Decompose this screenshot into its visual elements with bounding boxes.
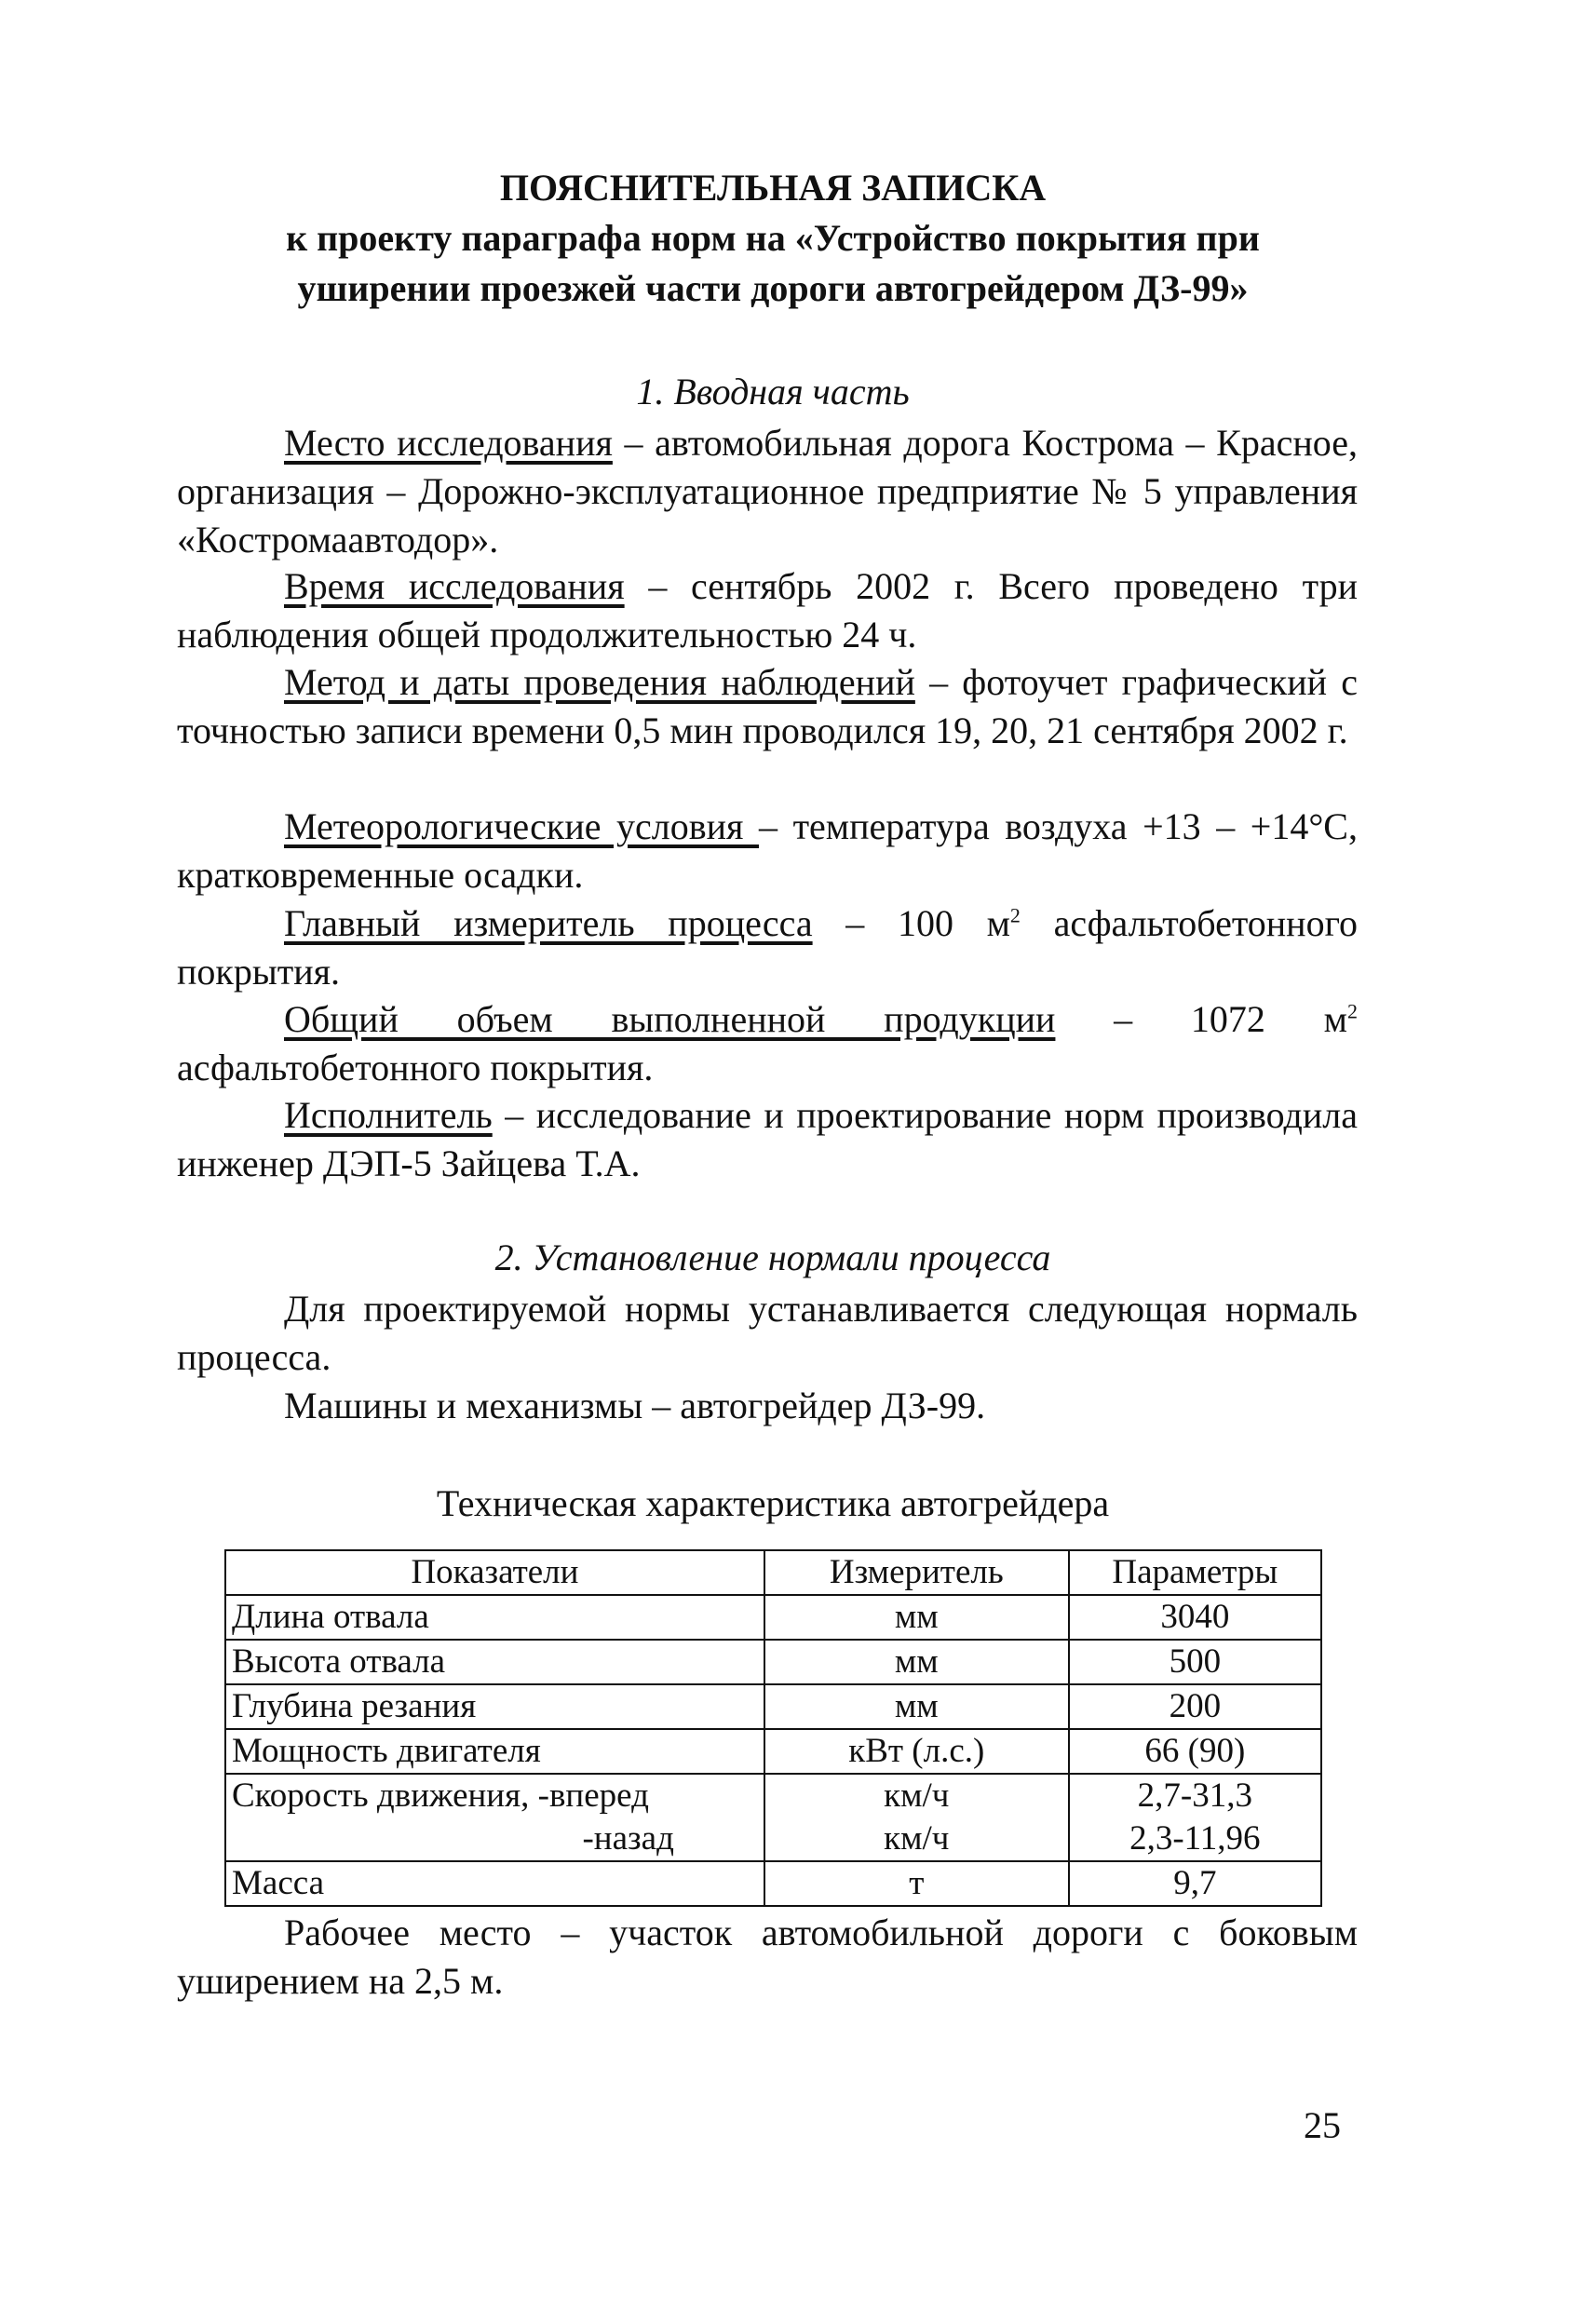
method-label: Метод и даты проведения наблюдений bbox=[284, 661, 915, 703]
page-number: 25 bbox=[1304, 2104, 1341, 2146]
cell-unit bbox=[764, 1774, 1069, 1861]
column-header-indicator: Показатели bbox=[225, 1550, 764, 1595]
cell-indicator: Длина отвала bbox=[225, 1595, 764, 1640]
cell-unit-line-2: км/ч bbox=[884, 1819, 950, 1858]
table-row bbox=[225, 1861, 1321, 1906]
table-row bbox=[225, 1774, 1321, 1861]
main-meter-superscript: 2 bbox=[1009, 903, 1021, 927]
paragraph-method bbox=[177, 658, 1358, 755]
paragraph-executor bbox=[177, 1091, 1358, 1188]
cell-indicator: Масса bbox=[225, 1861, 764, 1906]
cell-indicator: Высота отвала bbox=[225, 1640, 764, 1684]
table-row bbox=[225, 1595, 1321, 1640]
paragraph-machines: Машины и механизмы – автогрейдер ДЗ-99. bbox=[284, 1385, 986, 1426]
cell-unit: кВт (л.с.) bbox=[764, 1729, 1069, 1774]
cell-indicator bbox=[225, 1774, 764, 1861]
cell-value: 3040 bbox=[1069, 1595, 1321, 1640]
volume-text-a: – 1072 м bbox=[1055, 998, 1347, 1040]
paragraph-research-time bbox=[177, 562, 1358, 659]
cell-indicator-line-2: -назад bbox=[582, 1819, 674, 1858]
paragraph-norm-setup: Для проектируемой нормы устанавливается следующая нормаль процесса. bbox=[177, 1288, 1358, 1378]
cell-unit: мм bbox=[764, 1684, 1069, 1729]
column-header-parameters: Параметры bbox=[1069, 1550, 1321, 1595]
table-caption: Техническая характеристика автогрейдера bbox=[436, 1482, 1110, 1524]
paragraph-weather bbox=[177, 803, 1358, 899]
main-meter-text-a: – 100 м bbox=[812, 902, 1010, 944]
volume-text-b: асфальтобетонного покрытия. bbox=[177, 1047, 654, 1088]
volume-superscript: 2 bbox=[1347, 999, 1358, 1023]
column-header-unit: Измеритель bbox=[764, 1550, 1069, 1595]
specification-table bbox=[224, 1549, 1322, 1907]
research-time-label: Время исследования bbox=[284, 565, 625, 607]
table-row bbox=[225, 1640, 1321, 1684]
cell-indicator: Глубина резания bbox=[225, 1684, 764, 1729]
paragraph-main-meter bbox=[177, 899, 1358, 996]
cell-unit: мм bbox=[764, 1640, 1069, 1684]
cell-indicator-line-1: Скорость движения, -вперед bbox=[232, 1777, 649, 1815]
cell-unit: мм bbox=[764, 1595, 1069, 1640]
table-row bbox=[225, 1684, 1321, 1729]
cell-indicator: Мощность двигателя bbox=[225, 1729, 764, 1774]
main-meter-label: Главный измеритель процесса bbox=[284, 902, 813, 944]
cell-value bbox=[1069, 1774, 1321, 1861]
cell-value: 66 (90) bbox=[1069, 1729, 1321, 1774]
paragraph-research-place bbox=[177, 419, 1358, 564]
table-row bbox=[225, 1729, 1321, 1774]
research-place-label: Место исследования bbox=[284, 422, 613, 464]
weather-label: Метеорологические условия bbox=[284, 805, 760, 847]
paragraph-volume bbox=[177, 995, 1358, 1092]
method-text: – фотоучет графический с точностью записи времени 0,5 мин проводился 19, 20, 21 сентября 2002 г. bbox=[177, 661, 1358, 751]
cell-value: 200 bbox=[1069, 1684, 1321, 1729]
table-header-row bbox=[225, 1550, 1321, 1595]
executor-label: Исполнитель bbox=[284, 1094, 493, 1136]
document-subtitle-line-1: к проекту параграфа норм на «Устройство покрытия при bbox=[286, 217, 1260, 259]
document-subtitle-line-2: уширении проезжей части дороги автогрейдером ДЗ-99» bbox=[297, 267, 1249, 309]
weather-text: – температура воздуха +13 – +14°С, кратковременные осадки. bbox=[177, 805, 1358, 896]
section-2-heading: 2. Установление нормали процесса bbox=[494, 1236, 1051, 1278]
research-place-text: – автомобильная дорога Кострома – Красное, организация – Дорожно-эксплуатационное предприятие № 5 управления «Костромаавтодор». bbox=[177, 422, 1358, 561]
research-time-text: – сентябрь 2002 г. Всего проведено три наблюдения общей продолжительностью 24 ч. bbox=[177, 565, 1359, 655]
cell-unit: т bbox=[764, 1861, 1069, 1906]
executor-text: – исследование и проектирование норм производила инженер ДЭП-5 Зайцева Т.А. bbox=[177, 1094, 1358, 1184]
section-1-heading: 1. Вводная часть bbox=[636, 371, 910, 412]
cell-value: 9,7 bbox=[1069, 1861, 1321, 1906]
cell-value: 500 bbox=[1069, 1640, 1321, 1684]
document-title: ПОЯСНИТЕЛЬНАЯ ЗАПИСКА bbox=[499, 167, 1047, 209]
paragraph-workplace: Рабочее место – участок автомобильной дороги с боковым уширением на 2,5 м. bbox=[177, 1912, 1358, 2002]
volume-label: Общий объем выполненной продукции bbox=[284, 998, 1056, 1040]
cell-unit-line-1: км/ч bbox=[884, 1777, 950, 1815]
cell-value-line-1: 2,7-31,3 bbox=[1137, 1777, 1252, 1815]
main-meter-text-b: асфальтобетонного покрытия. bbox=[177, 902, 1358, 993]
cell-value-line-2: 2,3-11,96 bbox=[1129, 1819, 1261, 1858]
